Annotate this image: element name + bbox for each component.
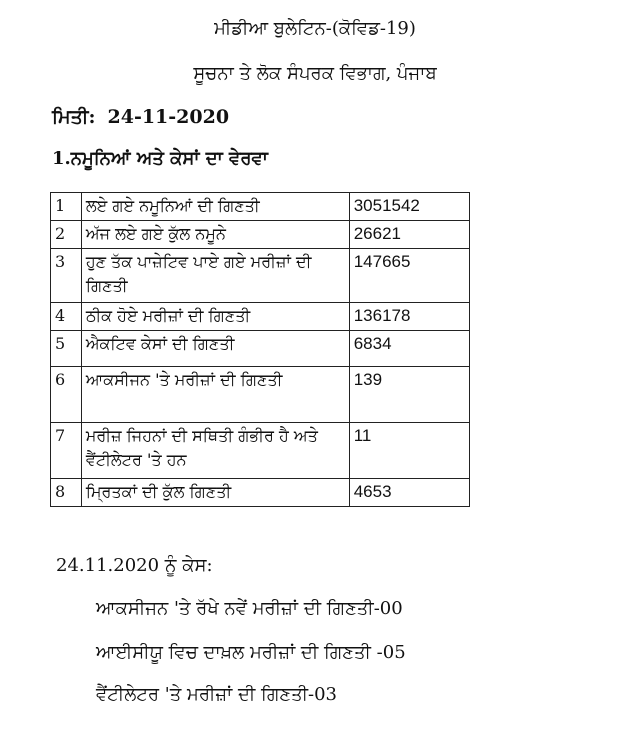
date-label: ਮਿਤੀ: xyxy=(52,106,96,128)
row-value: 4653 xyxy=(349,479,469,507)
table-row xyxy=(51,479,470,507)
row-value: 147665 xyxy=(349,249,469,303)
table-row xyxy=(51,193,470,221)
row-number: 1 xyxy=(51,193,82,221)
row-label: ਆਕਸੀਜਨ 'ਤੇ ਮਰੀਜ਼ਾਂ ਦੀ ਗਿਣਤੀ xyxy=(81,367,349,423)
row-number: 3 xyxy=(51,249,82,303)
row-value: 6834 xyxy=(349,331,469,367)
row-label: ਮ੍ਰਿਤਕਾਂ ਦੀ ਕੁੱਲ ਗਿਣਤੀ xyxy=(81,479,349,507)
row-number: 5 xyxy=(51,331,82,367)
case-line-oxygen: ਆਕਸੀਜਨ 'ਤੇ ਰੱਖੇ ਨਵੇਂ ਮਰੀਜ਼ਾਂ ਦੀ ਗਿਣਤੀ-00 xyxy=(96,598,403,619)
bulletin-title: ਮੀਡੀਆ ਬੁਲੇਟਿਨ-(ਕੋਵਿਡ-19) xyxy=(214,18,416,39)
table-row xyxy=(51,249,470,303)
row-label: ਠੀਕ ਹੋਏ ਮਰੀਜ਼ਾਂ ਦੀ ਗਿਣਤੀ xyxy=(81,303,349,331)
section-heading: 1.ਨਮੂਨਿਆਂ ਅਤੇ ਕੇਸਾਂ ਦਾ ਵੇਰਵਾ xyxy=(52,148,268,169)
date-value: 24-11-2020 xyxy=(107,106,230,128)
row-number: 2 xyxy=(51,221,82,249)
row-value: 136178 xyxy=(349,303,469,331)
row-number: 8 xyxy=(51,479,82,507)
row-label: ਹੁਣ ਤੱਕ ਪਾਜ਼ੇਟਿਵ ਪਾਏ ਗਏ ਮਰੀਜ਼ਾਂ ਦੀ ਗਿਣਤੀ xyxy=(81,249,349,303)
case-line-ventilator: ਵੈਂਟੀਲੇਟਰ 'ਤੇ ਮਰੀਜ਼ਾਂ ਦੀ ਗਿਣਤੀ-03 xyxy=(96,684,337,705)
table-row xyxy=(51,303,470,331)
table-row xyxy=(51,221,470,249)
row-value: 139 xyxy=(349,367,469,423)
statistics-table xyxy=(50,192,470,507)
row-label: ਅੱਜ ਲਏ ਗਏ ਕੁੱਲ ਨਮੂਨੇ xyxy=(81,221,349,249)
case-line-icu: ਆਈਸੀਯੂ ਵਿਚ ਦਾਖ਼ਲ ਮਰੀਜ਼ਾਂ ਦੀ ਗਿਣਤੀ -05 xyxy=(96,642,406,663)
row-number: 7 xyxy=(51,423,82,479)
row-value: 26621 xyxy=(349,221,469,249)
table-row xyxy=(51,367,470,423)
row-label: ਲਏ ਗਏ ਨਮੂਨਿਆਂ ਦੀ ਗਿਣਤੀ xyxy=(81,193,349,221)
row-number: 4 xyxy=(51,303,82,331)
row-number: 6 xyxy=(51,367,82,423)
row-value: 3051542 xyxy=(349,193,469,221)
department-subtitle: ਸੂਚਨਾ ਤੇ ਲੋਕ ਸੰਪਰਕ ਵਿਭਾਗ, ਪੰਜਾਬ xyxy=(193,63,437,84)
table-row xyxy=(51,423,470,479)
table-row xyxy=(51,331,470,367)
date-line xyxy=(52,106,229,128)
cases-heading: 24.11.2020 ਨੂੰ ਕੇਸ: xyxy=(56,555,213,576)
row-value: 11 xyxy=(349,423,469,479)
row-label: ਮਰੀਜ਼ ਜਿਹਨਾਂ ਦੀ ਸਥਿਤੀ ਗੰਭੀਰ ਹੈ ਅਤੇ ਵੈਂਟੀਲੇਟਰ 'ਤੇ ਹਨ xyxy=(81,423,349,479)
row-label: ਐਕਟਿਵ ਕੇਸਾਂ ਦੀ ਗਿਣਤੀ xyxy=(81,331,349,367)
